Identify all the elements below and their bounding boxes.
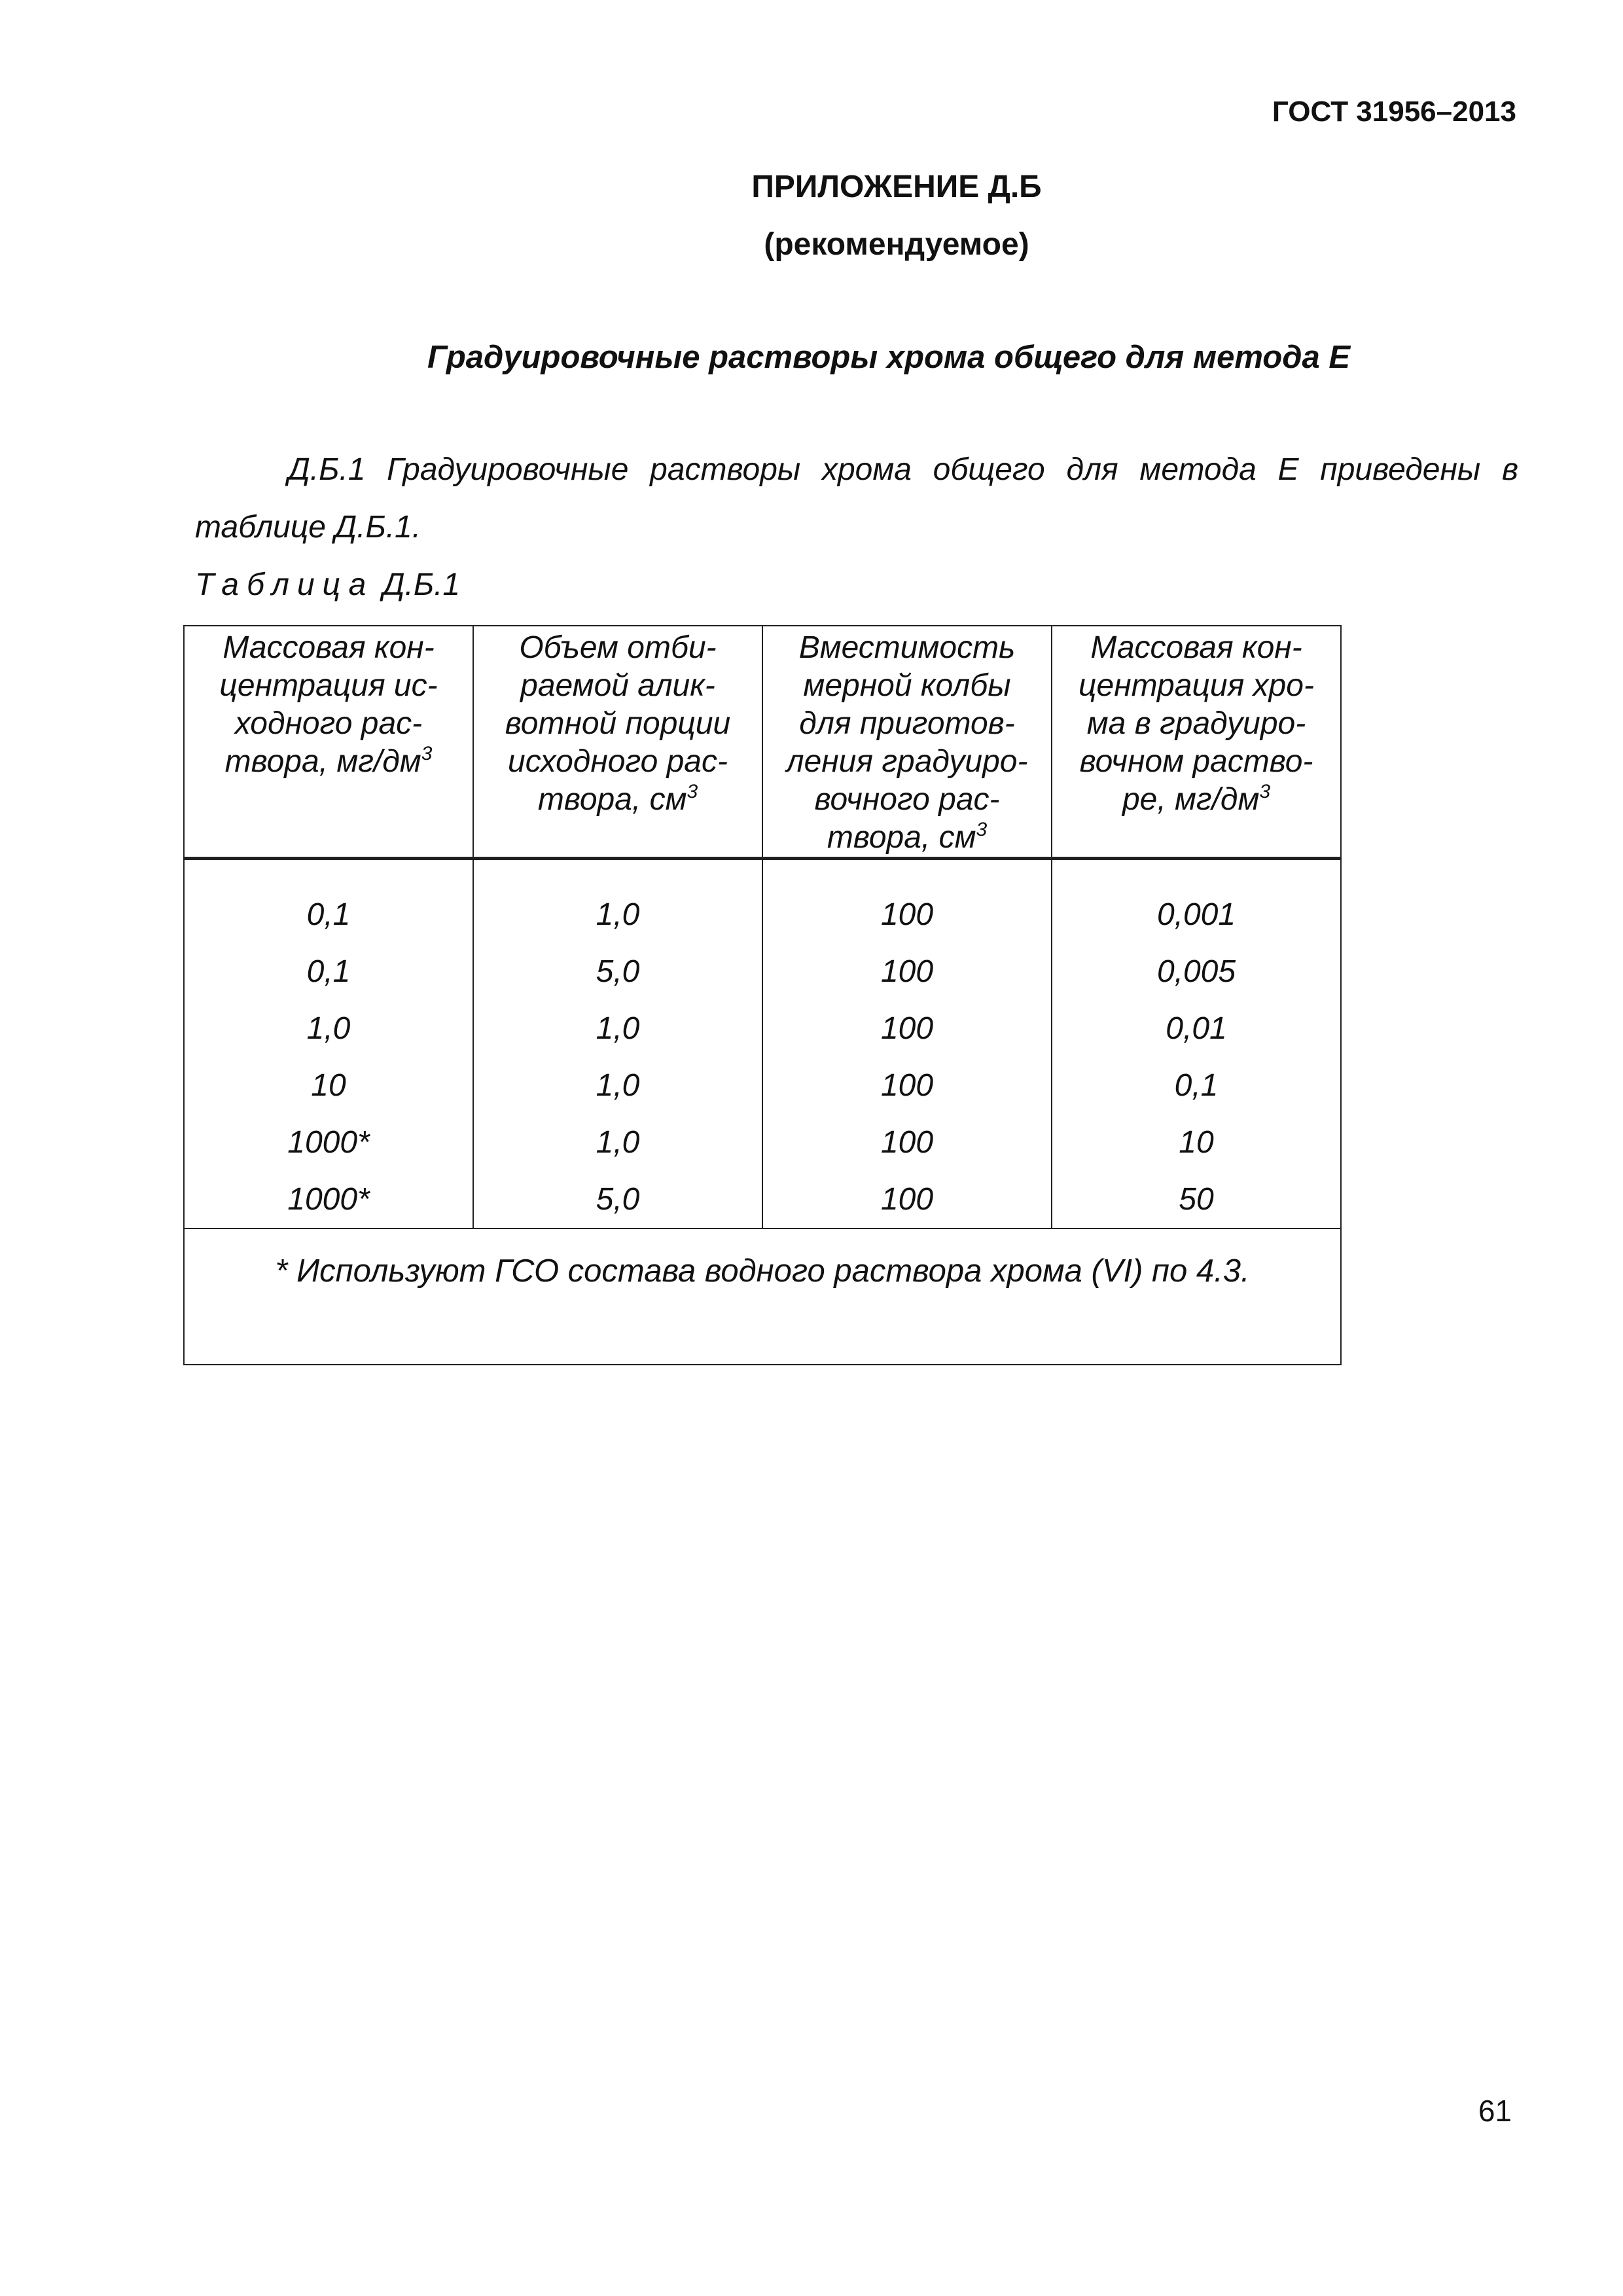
document-code: ГОСТ 31956–2013 xyxy=(1272,96,1516,128)
page-number: 61 xyxy=(1478,2094,1512,2128)
table-cell: 0,1 xyxy=(306,954,351,989)
superscript: 3 xyxy=(976,819,988,840)
header-line: Вместимость xyxy=(798,630,1016,665)
column-values xyxy=(762,859,1052,1229)
header-line: ходного рас- xyxy=(234,706,423,741)
table-cell: 100 xyxy=(880,1011,934,1046)
column-values xyxy=(1052,859,1341,1229)
header-line: мерной колбы xyxy=(803,668,1011,703)
header-line: ма в градуиро- xyxy=(1086,706,1306,741)
header-line: вочного рас- xyxy=(814,782,1000,817)
table-cell: 1000* xyxy=(287,1182,370,1217)
table-cell: 100 xyxy=(880,1125,934,1160)
table-cell: 10 xyxy=(311,1068,346,1103)
table-caption-number: Д.Б.1 xyxy=(382,567,461,602)
header-last-text: твора, см xyxy=(827,820,976,855)
table-cell: 1,0 xyxy=(596,1011,640,1046)
header-line: вотной порции xyxy=(505,706,731,741)
column-header xyxy=(1052,626,1341,859)
header-line: для приготов- xyxy=(799,706,1015,741)
header-line: Массовая кон- xyxy=(223,630,435,665)
table-cell: 1,0 xyxy=(306,1011,351,1046)
table-cell: 5,0 xyxy=(596,1182,640,1217)
column-header xyxy=(473,626,762,859)
header-line: вочном раство- xyxy=(1079,744,1313,779)
header-last-text: ре, мг/дм xyxy=(1122,782,1260,817)
header-line: исходного рас- xyxy=(508,744,728,779)
table-cell: 100 xyxy=(880,954,934,989)
table-header-row xyxy=(184,626,1341,859)
header-line: раемой алик- xyxy=(520,668,715,703)
column-header xyxy=(762,626,1052,859)
header-line: Объем отби- xyxy=(519,630,717,665)
header-line xyxy=(185,743,473,781)
table-cell: 0,1 xyxy=(306,897,351,932)
header-line xyxy=(763,819,1051,857)
superscript: 3 xyxy=(421,743,433,764)
table-cell: 1,0 xyxy=(596,897,640,932)
column-header xyxy=(184,626,473,859)
table-cell: 1,0 xyxy=(596,1125,640,1160)
table-caption-label: Таблица xyxy=(195,567,374,602)
table-cell: 100 xyxy=(880,1068,934,1103)
appendix-title: ПРИЛОЖЕНИЕ Д.Б xyxy=(751,170,1042,204)
table-caption xyxy=(195,567,460,603)
header-line: центрация хро- xyxy=(1079,668,1314,703)
table-cell: 1000* xyxy=(287,1125,370,1160)
calibration-table xyxy=(183,625,1342,1365)
superscript: 3 xyxy=(1259,781,1271,802)
header-last-text: твора, см xyxy=(537,782,687,817)
header-line: ления градуиро- xyxy=(786,744,1028,779)
header-line: Массовая кон- xyxy=(1090,630,1302,665)
table-cell: 0,1 xyxy=(1174,1068,1219,1103)
section-title: Градуировочные растворы хрома общего для метода Е xyxy=(427,340,1351,375)
header-line xyxy=(474,781,762,819)
table-cell: 10 xyxy=(1179,1125,1214,1160)
header-line: центрация ис- xyxy=(219,668,438,703)
header-line xyxy=(1052,781,1340,819)
table-cell: 50 xyxy=(1179,1182,1214,1217)
table-footnote: * Используют ГСО состава водного раствора хрома (VI) по 4.3. xyxy=(184,1229,1341,1365)
superscript: 3 xyxy=(687,781,698,802)
table-cell: 5,0 xyxy=(596,954,640,989)
table-cell: 100 xyxy=(880,897,934,932)
table-body-row xyxy=(184,859,1341,1229)
column-values xyxy=(184,859,473,1229)
column-values xyxy=(473,859,762,1229)
table-footnote-row xyxy=(184,1229,1341,1365)
table-cell: 0,001 xyxy=(1156,897,1236,932)
table-cell: 100 xyxy=(880,1182,934,1217)
paragraph-line-1: Д.Б.1 Градуировочные растворы хрома общего для метода Е приведены в xyxy=(288,452,1518,487)
table-cell: 0,005 xyxy=(1156,954,1236,989)
paragraph-line-2: таблице Д.Б.1. xyxy=(195,510,421,545)
appendix-subtitle: (рекомендуемое) xyxy=(764,227,1029,262)
header-last-text: твора, мг/дм xyxy=(224,744,421,779)
table-cell: 0,01 xyxy=(1166,1011,1227,1046)
table-cell: 1,0 xyxy=(596,1068,640,1103)
